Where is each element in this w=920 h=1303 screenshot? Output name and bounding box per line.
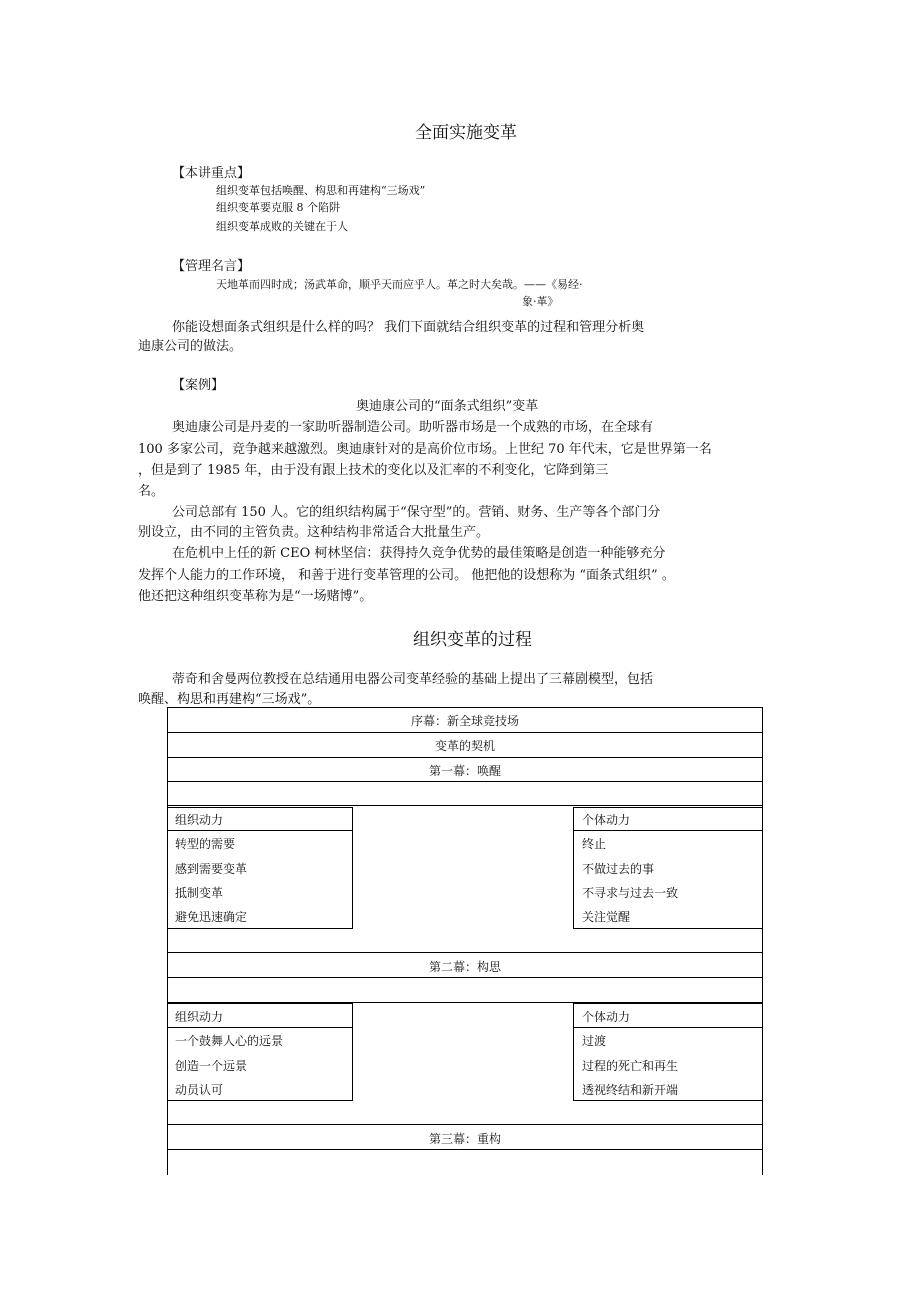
- page-title: 全面实施变革: [415, 123, 517, 143]
- focus-item: 组织变革包括唤醒、构思和再建构“三场戏”: [216, 184, 426, 197]
- act2-org-item: 创造一个远景: [175, 1059, 248, 1073]
- act1-title: 第一幕：唤醒: [428, 764, 501, 778]
- act1-org-item: 感到需要变革: [175, 862, 248, 876]
- case-paragraph-line: ，但是到了 1985 年，由于没有跟上技术的变化以及汇率的不利变化，它降到第三: [138, 463, 609, 478]
- act1-ind-head: 个体动力: [582, 813, 631, 827]
- section-paragraph-line: 蒂奇和舍曼两位教授在总结通用电器公司变革经验的基础上提出了三幕剧模型，包括: [172, 672, 654, 687]
- focus-heading: 【本讲重点】: [172, 166, 251, 181]
- act1-org-item: 转型的需要: [175, 837, 236, 851]
- focus-item: 组织变革成败的关键在于人: [216, 220, 348, 233]
- case-paragraph-line: 他还把这种组织变革称为是“一场赌博”。: [138, 589, 373, 604]
- case-paragraph-line: 奥迪康公司是丹麦的一家助听器制造公司。助听器市场是一个成熟的市场，在全球有: [172, 420, 654, 435]
- focus-item: 组织变革要克服 8 个陷阱: [216, 201, 340, 214]
- act2-org-head: 组织动力: [175, 1010, 224, 1024]
- opportunity-row: 变革的契机: [434, 739, 495, 753]
- case-title: 奥迪康公司的“面条式组织”变革: [356, 399, 539, 414]
- act3-title: 第三幕：重构: [428, 1132, 501, 1146]
- act2-org-item: 动员认可: [175, 1083, 224, 1097]
- case-paragraph-line: 在危机中上任的新 CEO 柯林坚信：获得持久竞争优势的最佳策略是创造一种能够充分: [172, 546, 666, 561]
- intro-text: 你能设想面条式组织是什么样的吗？ 我们下面就结合组织变革的过程和管理分析奥: [172, 320, 645, 335]
- act1-ind-item: 终止: [582, 837, 607, 851]
- case-paragraph-line: 公司总部有 150 人。它的组织结构属于“保守型”的。营销、财务、生产等各个部门分: [172, 505, 661, 520]
- act1-ind-item: 不寻求与过去一致: [582, 886, 679, 900]
- act2-ind-item: 过程的死亡和再生: [582, 1059, 679, 1073]
- quote-line: 天地革而四时成；汤武革命，顺乎天而应乎人。革之时大矣哉。——《易经·: [216, 278, 583, 291]
- act2-title: 第二幕：构思: [428, 960, 501, 974]
- act1-org-item: 避免迅速确定: [175, 910, 248, 924]
- section-title: 组织变革的过程: [413, 630, 532, 650]
- case-paragraph-line: 别设立，由不同的主管负责。这种结构非常适合大批量生产。: [138, 525, 490, 540]
- case-heading: 【案例】: [172, 378, 225, 393]
- act1-ind-item: 关注觉醒: [582, 910, 631, 924]
- quote-heading: 【管理名言】: [172, 259, 251, 274]
- case-paragraph-line: 发挥个人能力的工作环境， 和善于进行变革管理的公司。 他把他的设想称为 “面条式组织” 。: [138, 568, 675, 583]
- intro-text: 迪康公司的做法。: [138, 339, 243, 354]
- act1-org-head: 组织动力: [175, 813, 224, 827]
- act2-ind-item: 过渡: [582, 1034, 607, 1048]
- case-paragraph-line: 100 多家公司，竞争越来越激烈。奥迪康针对的是高价位市场。上世纪 70 年代末，它是世界第一名: [138, 442, 712, 457]
- prologue-row: 序幕：新全球竞技场: [410, 714, 519, 728]
- act2-org-item: 一个鼓舞人心的远景: [175, 1034, 284, 1048]
- act2-ind-head: 个体动力: [582, 1010, 631, 1024]
- act1-ind-item: 不做过去的事: [582, 862, 655, 876]
- act1-org-item: 抵制变革: [175, 886, 224, 900]
- quote-line: 象·革》: [522, 295, 559, 308]
- act2-ind-item: 透视终结和新开端: [582, 1083, 679, 1097]
- section-paragraph-line: 唤醒、构思和再建构“三场戏”。: [138, 692, 321, 707]
- case-paragraph-line: 名。: [138, 484, 165, 499]
